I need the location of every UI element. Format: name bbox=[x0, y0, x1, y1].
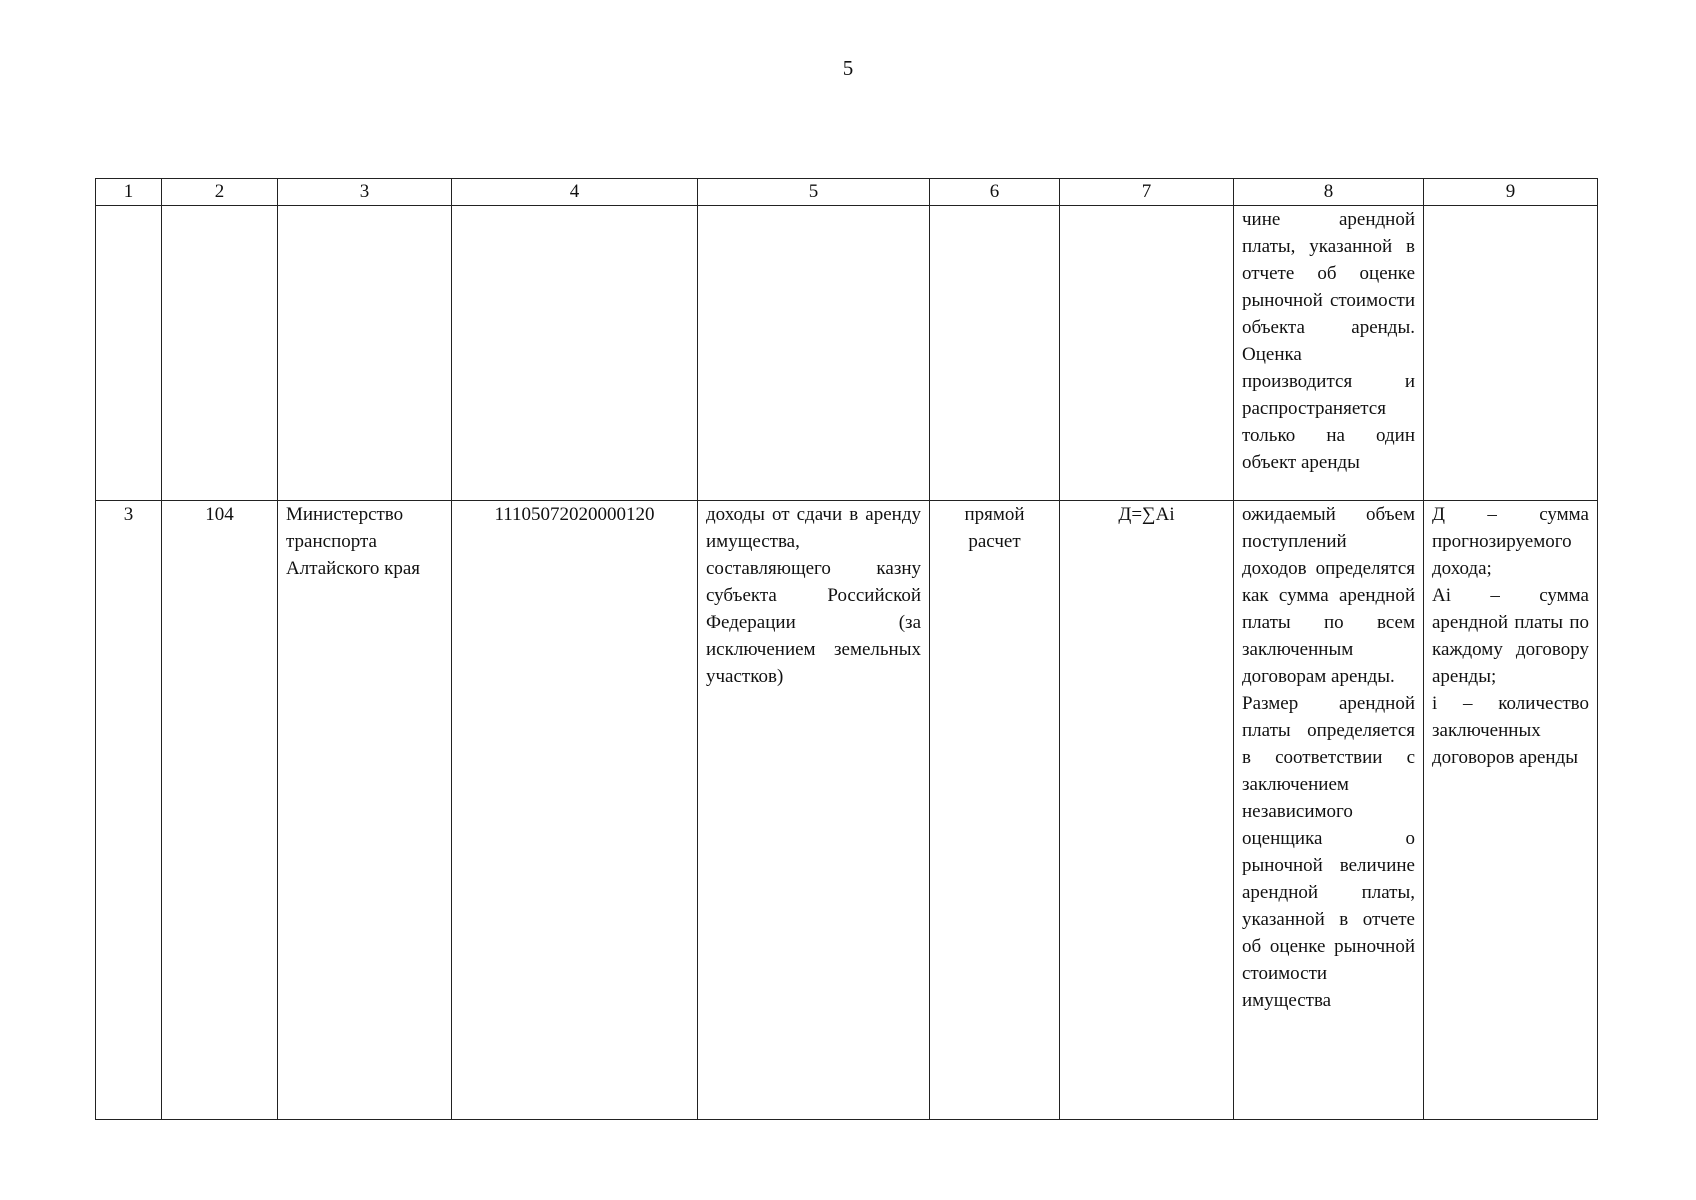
revenue-forecast-table bbox=[95, 178, 1598, 1120]
cell-number: 3 bbox=[96, 501, 162, 1120]
cell-administrator: Министерство транспорта Алтайского края bbox=[278, 501, 452, 1120]
cell-algorithm: чине арендной платы, указанной в отчете об оценке рыночной стоимости объекта аренды. Оценка производится и распространяется только на один объект аренды bbox=[1234, 206, 1424, 501]
cell-algorithm: ожидаемый объем поступлений доходов определятся как сумма арендной платы по всем заключенным договорам аренды. Размер арендной платы определяется в соответствии с заключением независимого оценщика о рыночной величине арендной платы, указанной в отчете об оценке рыночной стоимости имущества bbox=[1234, 501, 1424, 1120]
cell-indicators bbox=[1424, 206, 1598, 501]
cell-revenue-code: 11105072020000120 bbox=[452, 501, 698, 1120]
header-cell-2: 2 bbox=[162, 179, 278, 206]
cell-method bbox=[930, 206, 1060, 501]
cell-revenue-code bbox=[452, 206, 698, 501]
cell-admin-code: 104 bbox=[162, 501, 278, 1120]
cell-number bbox=[96, 206, 162, 501]
header-cell-6: 6 bbox=[930, 179, 1060, 206]
page-number: 5 bbox=[842, 56, 854, 80]
table-header-row bbox=[96, 179, 1598, 206]
cell-revenue-name: доходы от сдачи в аренду имущества, составляющего казну субъекта Российской Федерации (за исключением земельных участков) bbox=[698, 501, 930, 1120]
header-cell-4: 4 bbox=[452, 179, 698, 206]
header-cell-5: 5 bbox=[698, 179, 930, 206]
cell-indicators: Д – сумма прогнозируемого дохода; Аi – сумма арендной платы по каждому договору аренды; i – количество заключенных договоров аренды bbox=[1424, 501, 1598, 1120]
header-cell-8: 8 bbox=[1234, 179, 1424, 206]
cell-formula: Д=∑Аi bbox=[1060, 501, 1234, 1120]
cell-method: прямой расчет bbox=[930, 501, 1060, 1120]
header-cell-7: 7 bbox=[1060, 179, 1234, 206]
header-cell-1: 1 bbox=[96, 179, 162, 206]
header-cell-9: 9 bbox=[1424, 179, 1598, 206]
cell-revenue-name bbox=[698, 206, 930, 501]
cell-administrator bbox=[278, 206, 452, 501]
header-cell-3: 3 bbox=[278, 179, 452, 206]
table-row bbox=[96, 501, 1598, 1120]
table-row-continuation bbox=[96, 206, 1598, 501]
cell-formula bbox=[1060, 206, 1234, 501]
cell-admin-code bbox=[162, 206, 278, 501]
